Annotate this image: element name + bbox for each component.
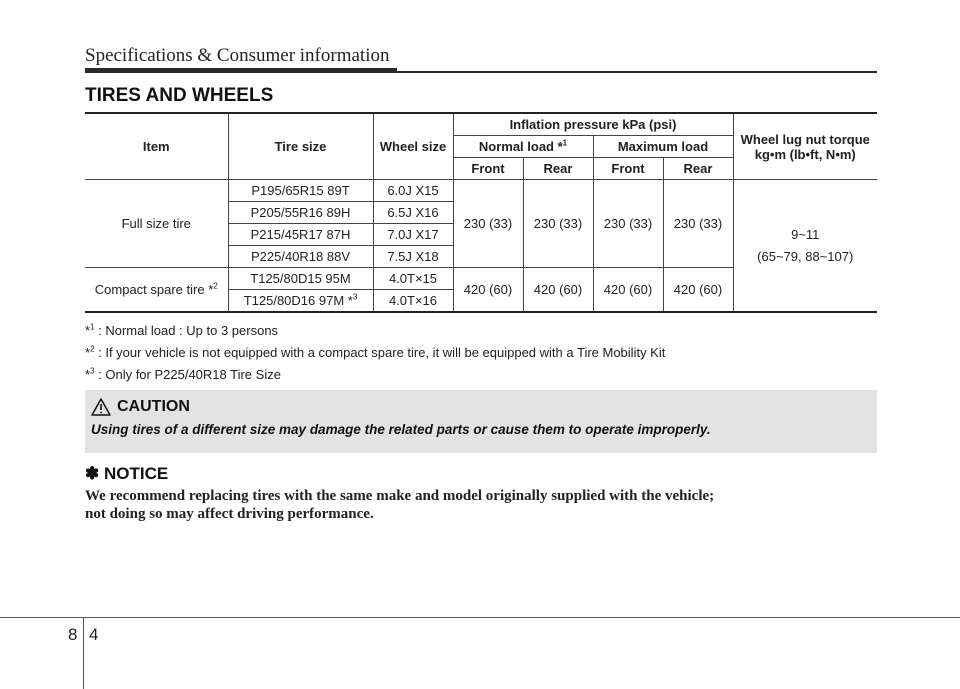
full-size-tire-label: Full size tire: [85, 180, 228, 268]
header-max-front: Front: [593, 158, 663, 180]
header-maximum-load: Maximum load: [593, 136, 733, 158]
tire-size-cell: P205/55R16 89H: [228, 202, 373, 224]
caution-heading: [91, 398, 190, 416]
footnote-text: : Normal load : Up to 3 persons: [94, 323, 279, 338]
chapter-number: 8: [68, 625, 78, 644]
header-rule-thin: [397, 71, 877, 73]
pressure-normal-rear: 420 (60): [523, 268, 593, 313]
tire-size-cell: [228, 290, 373, 313]
footnote-mark: *: [85, 367, 91, 382]
pressure-normal-front: 420 (60): [453, 268, 523, 313]
notice-title: ✽ NOTICE: [85, 464, 169, 483]
caution-text: Using tires of a different size may damage the related parts or cause them to operate improperly.: [91, 422, 711, 437]
pressure-max-front: 230 (33): [593, 180, 663, 268]
footer-divider: [83, 617, 84, 689]
notice-line-1: We recommend replacing tires with the same make and model originally supplied with the vehicle;: [85, 488, 715, 504]
tire-size-text: T125/80D15 95M: [250, 271, 351, 286]
header-rule-thick: [85, 68, 397, 73]
footer-rule: [0, 617, 960, 618]
footnote-text: : If your vehicle is not equipped with a compact spare tire, it will be equipped with a Tire Mobility Kit: [94, 345, 666, 360]
wheel-size-cell: 7.5J X18: [373, 246, 453, 268]
pressure-normal-rear: 230 (33): [523, 180, 593, 268]
wheel-size-cell: 6.5J X16: [373, 202, 453, 224]
footnote-3: [85, 366, 665, 388]
warning-triangle-icon: [91, 398, 111, 416]
torque-value-line1: 9~11: [791, 226, 820, 242]
footnotes: [85, 322, 665, 388]
tire-size-cell: P225/40R18 88V: [228, 246, 373, 268]
notice-line-2: not doing so may affect driving performance.: [85, 506, 374, 522]
caution-title: CAUTION: [117, 398, 190, 415]
footnote-ref: 2: [213, 281, 218, 291]
footnote-mark: *: [85, 345, 91, 360]
section-title: TIRES AND WHEELS: [85, 85, 274, 106]
compact-spare-label-text: Compact spare tire *: [94, 282, 214, 297]
footnote-number: 2: [90, 344, 95, 354]
tire-size-cell: P215/45R17 87H: [228, 224, 373, 246]
footnote-2: [85, 344, 665, 366]
footnote-ref: 3: [352, 292, 358, 302]
header-item: Item: [85, 113, 228, 180]
caution-box: [85, 390, 877, 453]
wheel-size-cell: 6.0J X15: [373, 180, 453, 202]
header-torque-line2: kg•m (lb•ft, N•m): [754, 146, 856, 162]
header-max-rear: Rear: [663, 158, 733, 180]
footnote-mark: *: [85, 323, 91, 338]
torque-value-line2: (65~79, 88~107): [757, 248, 854, 264]
header-normal-front: Front: [453, 158, 523, 180]
tire-size-cell: P195/65R15 89T: [228, 180, 373, 202]
header-normal-load: [453, 136, 593, 158]
table-row: [85, 180, 877, 202]
notice-body: [85, 487, 865, 523]
header-inflation-pressure: Inflation pressure kPa (psi): [453, 113, 733, 136]
pressure-normal-front: 230 (33): [453, 180, 523, 268]
header-normal-rear: Rear: [523, 158, 593, 180]
header-normal-load-label: Normal load *: [478, 139, 563, 154]
header-lug-nut-torque: [733, 113, 877, 180]
wheel-size-cell: 4.0T×15: [373, 268, 453, 290]
header-tire-size: Tire size: [228, 113, 373, 180]
wheel-size-cell: 7.0J X17: [373, 224, 453, 246]
header-torque-line1: Wheel lug nut torque: [740, 131, 870, 147]
tires-wheels-table: [85, 112, 877, 313]
footnote-1: [85, 322, 665, 344]
lug-nut-torque-value: [733, 180, 877, 313]
footnote-text: : Only for P225/40R18 Tire Size: [94, 367, 281, 382]
pressure-max-front: 420 (60): [593, 268, 663, 313]
footnote-number: 3: [90, 366, 95, 376]
page-number: 4: [89, 625, 99, 644]
pressure-max-rear: 420 (60): [663, 268, 733, 313]
tire-size-text: T125/80D16 97M *: [243, 293, 353, 308]
wheel-size-cell: 4.0T×16: [373, 290, 453, 313]
tire-size-cell: [228, 268, 373, 290]
footnote-ref: 1: [562, 138, 568, 148]
compact-spare-label: [85, 268, 228, 313]
pressure-max-rear: 230 (33): [663, 180, 733, 268]
page-header-title: Specifications & Consumer information: [85, 45, 390, 66]
footnote-number: 1: [90, 322, 95, 332]
header-wheel-size: Wheel size: [373, 113, 453, 180]
